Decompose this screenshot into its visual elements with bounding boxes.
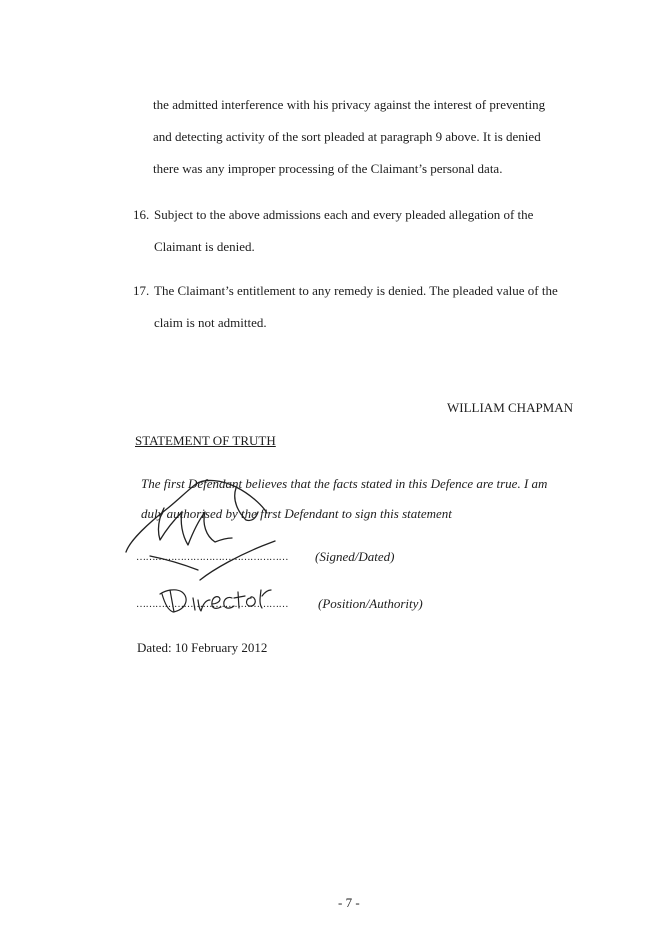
para15-line2: and detecting activity of the sort pleaded at paragraph 9 above. It is denied <box>153 129 541 144</box>
para15-line1: the admitted interference with his privacy against the interest of preventing <box>153 97 546 112</box>
position-dots: ………………………………………… <box>136 599 288 610</box>
position-label: (Position/Authority) <box>318 596 423 611</box>
statement-of-truth-heading: STATEMENT OF TRUTH <box>135 433 276 448</box>
para17-line1: The Claimant’s entitlement to any remedy is denied. The pleaded value of the <box>154 283 558 298</box>
para15-line3: there was any improper processing of the Claimant’s personal data. <box>153 161 503 176</box>
statement-line2: duly authorised by the first Defendant to sign this statement <box>141 506 452 521</box>
signed-dots: ………………………………………… <box>136 552 288 563</box>
para16-number: 16. <box>133 207 150 222</box>
signed-label: (Signed/Dated) <box>315 549 395 564</box>
dated-line: Dated: 10 February 2012 <box>137 640 268 655</box>
para16-line1: Subject to the above admissions each and every pleaded allegation of the <box>154 207 534 222</box>
para17-line2: claim is not admitted. <box>154 315 267 330</box>
signatory-name: WILLIAM CHAPMAN <box>447 400 574 415</box>
page-number: - 7 - <box>338 895 360 910</box>
para17-number: 17. <box>133 283 150 298</box>
statement-line1: The first Defendant believes that the facts stated in this Defence are true. I am <box>141 476 548 491</box>
para16-line2: Claimant is denied. <box>154 239 255 254</box>
